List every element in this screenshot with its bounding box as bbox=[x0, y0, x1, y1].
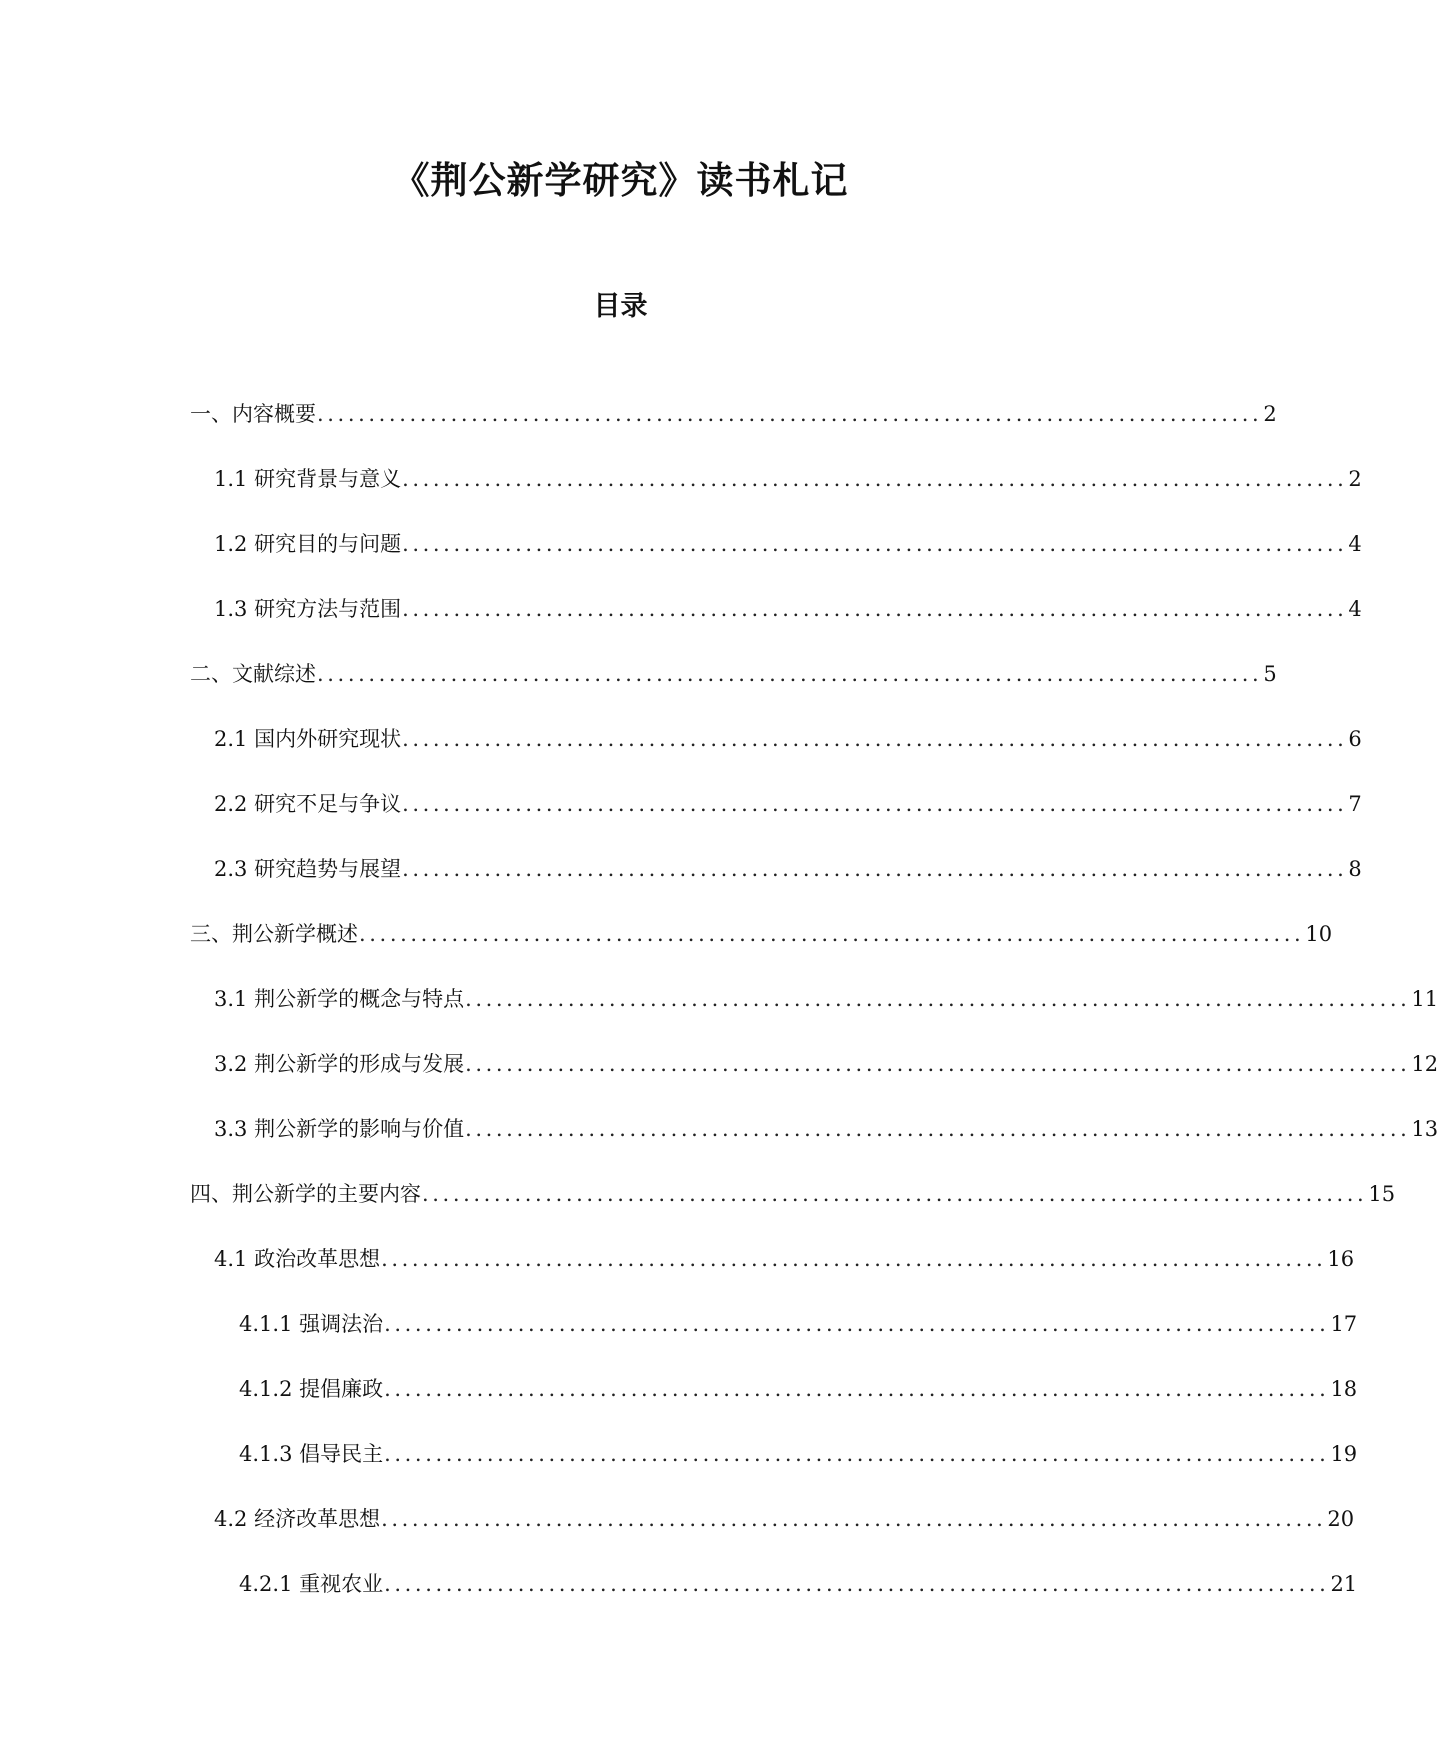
toc-entry-page: 11 bbox=[1411, 987, 1438, 1011]
toc-entry-page: 4 bbox=[1348, 532, 1362, 556]
toc-entry-page: 13 bbox=[1411, 1117, 1438, 1141]
toc-entry-label: 荆公新学概述 bbox=[232, 922, 358, 946]
toc-entry[interactable] bbox=[214, 1038, 1438, 1078]
toc-entry-number: 三、 bbox=[190, 922, 232, 946]
toc-entry[interactable] bbox=[214, 1103, 1438, 1143]
toc-leader-dots: ............................................................................................ bbox=[384, 1572, 1330, 1596]
toc-entry-label: 研究方法与范围 bbox=[254, 597, 402, 621]
toc-entry[interactable] bbox=[214, 1493, 1355, 1533]
toc-entry-page: 6 bbox=[1348, 727, 1362, 751]
toc-leader-dots: ............................................................................................ bbox=[465, 1117, 1411, 1141]
toc-entry-page: 15 bbox=[1368, 1182, 1396, 1206]
toc-entry-label: 荆公新学的影响与价值 bbox=[254, 1117, 465, 1141]
toc-entry[interactable] bbox=[190, 1168, 1396, 1208]
toc-entry[interactable] bbox=[214, 518, 1362, 558]
toc-entry-label: 内容概要 bbox=[232, 402, 316, 426]
toc-leader-dots: ............................................................................................ bbox=[402, 597, 1348, 621]
toc-leader-dots: ............................................................................................ bbox=[422, 1182, 1368, 1206]
toc-entry-label: 研究目的与问题 bbox=[254, 532, 402, 556]
toc-entry-number: 四、 bbox=[190, 1182, 232, 1206]
document-title: 《荆公新学研究》读书札记 bbox=[392, 159, 849, 202]
toc-leader-dots: ............................................................................................ bbox=[402, 532, 1348, 556]
toc-entry-number: 2.3 bbox=[214, 857, 255, 881]
toc-entry-number: 2.2 bbox=[214, 792, 255, 816]
toc-entry[interactable] bbox=[214, 1233, 1355, 1273]
toc-entry-number: 3.3 bbox=[214, 1117, 255, 1141]
toc-entry-label: 国内外研究现状 bbox=[254, 727, 402, 751]
toc-entry[interactable] bbox=[214, 843, 1362, 883]
toc-entry-number: 4.2.1 bbox=[239, 1572, 300, 1596]
toc-leader-dots: ............................................................................................ bbox=[402, 467, 1348, 491]
toc-entry-number: 4.2 bbox=[214, 1507, 255, 1531]
toc-entry-page: 21 bbox=[1330, 1572, 1358, 1596]
toc-entry-page: 16 bbox=[1327, 1247, 1355, 1271]
toc-entry[interactable] bbox=[239, 1298, 1358, 1338]
toc-entry[interactable] bbox=[214, 453, 1362, 493]
toc-entry-label: 文献综述 bbox=[232, 662, 316, 686]
toc-entry-page: 2 bbox=[1263, 402, 1277, 426]
toc-entry-page: 7 bbox=[1348, 792, 1362, 816]
toc-entry[interactable] bbox=[190, 648, 1277, 688]
toc-entry-page: 10 bbox=[1305, 922, 1333, 946]
toc-entry-page: 17 bbox=[1330, 1312, 1358, 1336]
toc-entry-label: 研究背景与意义 bbox=[254, 467, 402, 491]
toc-entry-label: 荆公新学的形成与发展 bbox=[254, 1052, 465, 1076]
toc-leader-dots: ............................................................................................ bbox=[384, 1377, 1330, 1401]
toc-entry[interactable] bbox=[239, 1428, 1358, 1468]
toc-entry[interactable] bbox=[214, 583, 1362, 623]
toc-leader-dots: ............................................................................................ bbox=[317, 402, 1263, 426]
toc-entry[interactable] bbox=[190, 388, 1277, 428]
toc-entry-number: 二、 bbox=[190, 662, 232, 686]
toc-leader-dots: ............................................................................................ bbox=[317, 662, 1263, 686]
toc-entry-number: 4.1.3 bbox=[239, 1442, 300, 1466]
toc-entry-number: 3.1 bbox=[214, 987, 255, 1011]
toc-entry-number: 4.1.1 bbox=[239, 1312, 300, 1336]
toc-leader-dots: ............................................................................................ bbox=[384, 1442, 1330, 1466]
toc-entry-number: 4.1 bbox=[214, 1247, 255, 1271]
toc-leader-dots: ............................................................................................ bbox=[465, 1052, 1411, 1076]
toc-entry-number: 2.1 bbox=[214, 727, 255, 751]
toc-entry-page: 5 bbox=[1263, 662, 1277, 686]
toc-entry-label: 倡导民主 bbox=[299, 1442, 384, 1466]
toc-entry-label: 政治改革思想 bbox=[254, 1247, 381, 1271]
toc-entry-page: 8 bbox=[1348, 857, 1362, 881]
toc-leader-dots: ............................................................................................ bbox=[381, 1507, 1327, 1531]
toc-entry-label: 重视农业 bbox=[299, 1572, 384, 1596]
toc-entry-number: 3.2 bbox=[214, 1052, 255, 1076]
toc-entry-number: 1.2 bbox=[214, 532, 255, 556]
toc-entry[interactable] bbox=[239, 1558, 1358, 1598]
toc-entry-label: 研究不足与争议 bbox=[254, 792, 402, 816]
toc-entry-number: 4.1.2 bbox=[239, 1377, 300, 1401]
toc-entry-page: 20 bbox=[1327, 1507, 1355, 1531]
toc-leader-dots: ............................................................................................ bbox=[402, 857, 1348, 881]
toc-entry[interactable] bbox=[214, 713, 1362, 753]
toc-entry-label: 荆公新学的主要内容 bbox=[232, 1182, 421, 1206]
toc-entry-page: 12 bbox=[1411, 1052, 1438, 1076]
toc-entry-number: 一、 bbox=[190, 402, 232, 426]
toc-entry[interactable] bbox=[190, 908, 1333, 948]
toc-leader-dots: ............................................................................................ bbox=[359, 922, 1305, 946]
toc-entry-label: 荆公新学的概念与特点 bbox=[254, 987, 465, 1011]
toc-entry-page: 4 bbox=[1348, 597, 1362, 621]
toc-leader-dots: ............................................................................................ bbox=[381, 1247, 1327, 1271]
toc-entry-number: 1.1 bbox=[214, 467, 255, 491]
toc-entry-page: 19 bbox=[1330, 1442, 1358, 1466]
toc-entry[interactable] bbox=[239, 1363, 1358, 1403]
toc-leader-dots: ............................................................................................ bbox=[402, 792, 1348, 816]
toc-heading: 目录 bbox=[593, 291, 648, 322]
toc-entry-label: 经济改革思想 bbox=[254, 1507, 381, 1531]
toc-leader-dots: ............................................................................................ bbox=[384, 1312, 1330, 1336]
toc-entry-label: 研究趋势与展望 bbox=[254, 857, 402, 881]
toc-entry-page: 18 bbox=[1330, 1377, 1358, 1401]
toc-entry-label: 提倡廉政 bbox=[299, 1377, 384, 1401]
toc-entry[interactable] bbox=[214, 973, 1438, 1013]
toc-entry-number: 1.3 bbox=[214, 597, 255, 621]
toc-entry-page: 2 bbox=[1348, 467, 1362, 491]
toc-entry-label: 强调法治 bbox=[299, 1312, 384, 1336]
toc-leader-dots: ............................................................................................ bbox=[465, 987, 1411, 1011]
toc-leader-dots: ............................................................................................ bbox=[402, 727, 1348, 751]
toc-entry[interactable] bbox=[214, 778, 1362, 818]
